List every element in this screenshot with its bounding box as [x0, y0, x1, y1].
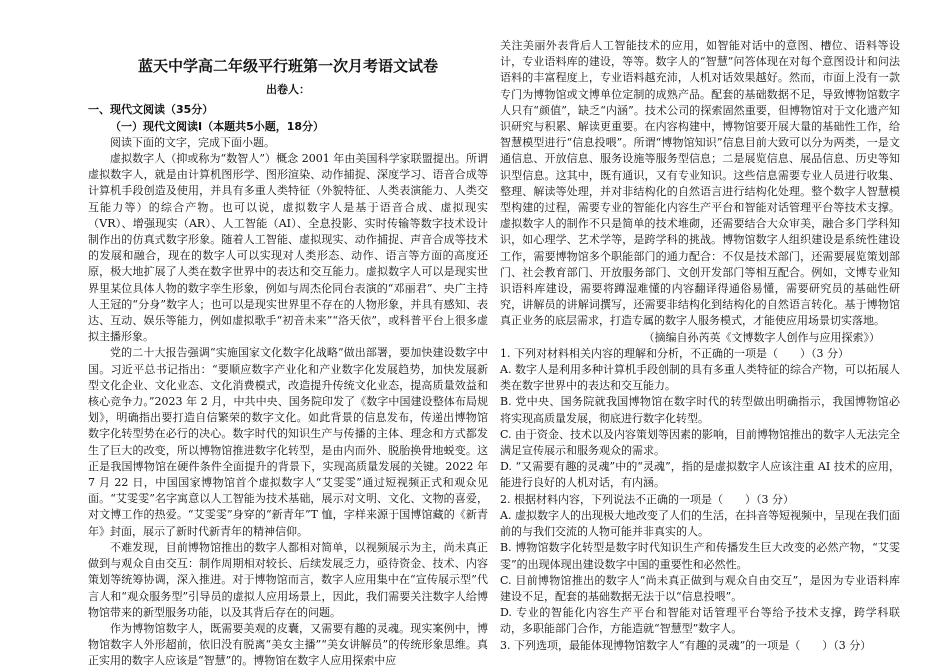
passage-paragraph: 党的二十大报告强调“实施国家文化数字化战略”做出部署，要加快建设数字中国。习近平总书记指出：“要顺应数字产业化和产业数字化发展趋势，加快发展新型文化企业、文化业态、文化消费模式，改造提升传统文化业态，提高质量效益和核心竞争力。”2023 年 2 月，中共中央、国务院印发了《数字中国建设整体布局规划》，明确指出要打造自信繁荣的数字文化。如此背景的信息发布，传递出博物馆数字化转型势在必行的决心。数字时代的知识生产与传播的主体、理念和方式都发生了巨大的改变，所以博物馆推进数字化转型，是由内而外、脱胎换骨地蜕变。这正是我国博物馆在硬件条件全面提升的背景下，实现高质量发展的关键。2022 年 7 月 22 日，中国国家博物馆首个虚拟数字人“艾雯雯”通过短视频正式和观众见面。“艾雯雯”名字寓意以人工智能为技术基础，展示对文明、文化、文物的喜爱，对文博工作的热爱。“艾雯雯”身穿的“新青年”T 恤，字样来源于国博馆藏的《新青年》封面，展示了新时代新青年的精神信仰。 [88, 346, 488, 538]
answer-option: D. “又需要有趣的灵魂”中的“灵魂”，指的是虚拟数字人应该注重 AI 技术的应用，能进行良好的人机对话，有内涵。 [500, 460, 900, 490]
answer-option: C. 由于资金、技术以及内容策划等因素的影响，目前博物馆推出的数字人无法完全满足宣传展示和服务观众的需求。 [500, 427, 901, 458]
section-heading: 一、现代文阅读（35分） [88, 103, 214, 117]
left-column [88, 58, 488, 670]
answer-option: B. 博物馆数字化转型是数字时代知识生产和传播发生巨大改变的必然产物，“艾雯雯”的出现体现出建设数字中国的重要性和必然性。 [500, 541, 900, 571]
passage-source: （摘编自孙芮英《文博数字人创作与应用探索》） [643, 330, 880, 344]
passage-continuation: 关注美丽外表背后人工智能技术的应用，如智能对话中的意图、槽位、语料等设计，专业语料库的建设，等等。数字人的“智慧”问答体现在对每个意图设计和问法语料的丰富程度上，专业语料越充沛，人机对话效果越好。然而，市面上没有一款专门为博物馆或文博单位定制的成熟产品。配套的基础数据不足，导致博物馆数字人只有“颜值”，缺乏“内涵”。技术公司的探索固然重要，但博物馆对于文化遗产知识研究与积累、解读更重要。在内容构建中，博物馆要开展大量的基础性工作，给智慧模型进行“信息投喂”。所谓“博物馆知识”信息目前大致可以分为两类，一是文通信息、开放信息、服务设施等服务型信息；二是展览信息、展品信息、历史等知识型信息。这其中，既有通识，又有专业知识。这些信息需要专业人员进行收集、整理、解读等处理，并对非结构化的自然语言进行结构化处理。整个数字人智慧模型构建的过程，需要专业的智能化内容生产平台和智能对话管理平台等技术支撑。虚拟数字人的制作不只是简单的技术堆砌，还需要结合大众审美，融合多门学科知识，如心理学、艺术学等，是跨学科的挑战。博物馆数字人组织建设是系统性建设工作，需要博物馆多个职能部门的通力配合：不仅是技术部门，还需要展览策划部门、社会教育部门、开放服务部门、文创开发部门等相互配合。例如，文博专业知识语料库建设，需要将蹲湿难懂的内容翻译得通俗易懂，需要研究员的基础性研究，讲解员的讲解词撰写，还需要非结构化到结构化的自然语言转化。基于博物馆真正业务的底层需求，打造专属的数字人服务模式，才能使应用场景切实落地。 [500, 39, 900, 328]
answer-option: B. 党中央、国务院就我国博物馆在数字时代的转型做出明确指示，我国博物馆必将实现高质量发展，彻底进行数字化转型。 [500, 395, 900, 425]
answer-option: D. 专业的智能化内容生产平台和智能对话管理平台等给予技术支撑，跨学科联动，多职能部门合作，方能造就“智慧型”数字人。 [500, 606, 900, 636]
answer-option: A. 数字人是利用多种计算机手段创制的具有多重人类特征的综合产物，可以拓展人类在数字世界中的表达和交互能力。 [500, 363, 900, 393]
answer-option: A. 虚拟数字人的出现极大地改变了人们的生活，在抖音等短视频中，呈现在我们面前的与我们交流的人物可能并非真实的人。 [500, 508, 900, 539]
question-stem: 2. 根据材料内容，下列说法不正确的一项是（ ）（3 分） [500, 492, 794, 506]
section-subheading: （一）现代文阅读Ⅰ（本题共5小题，18分） [110, 119, 325, 133]
passage-paragraph: 虚拟数字人（抑或称为“数智人”）概念 2001 年由美国科学家联盟提出。所谓虚拟数字人，就是由计算机图形学、图形渲染、动作捕捉、深度学习、语音合成等计算机手段创造及使用，并具有多重人类特征（外貌特征、人类表演能力、人类交互能力等）的综合产物。也可以说，虚拟数字人是基于语音合成、虚拟现实（VR）、增强现实（AR）、人工智能（AI）、全息投影、实时传输等数字技术设计制作出的仿真式数字形象。随着人工智能、虚拟现实、动作捕捉、声音合成等技术的发展和融合，现在的数字人可以实现对人类形态、动作、语言等方面的高度还原，极大地扩展了人类在数字世界中的表达和交互能力。虚拟数字人可以是现实世界里某位具体人物的数字孪生形象，例如与周杰伦同台表演的“邓丽君”、央广主持人王冠的“分身”数字人；也可以是现实世界里不存在的人物形象，并具有感知、表达、互动、娱乐等能力，例如虚拟歌手“初音未来”“洛天依”，或科普平台上很多虚拟主播形象。 [88, 152, 488, 344]
exam-title: 蓝天中学高二年级平行班第一次月考语文试卷 [137, 57, 438, 75]
passage-paragraph: 作为博物馆数字人，既需要美观的皮囊，又需要有趣的灵魂。现实案例中，博物馆数字人外形超前，依旧没有脱离“美女主播”“美女讲解员”的传统形象思维。真正实用的数字人应该是“智慧”的。博物馆在数字人应用探索中应 [88, 621, 488, 668]
question-stem: 3. 下列选项，最能体现博物馆数字人“有趣的灵魂”的一项是（ ）（3 分） [500, 638, 872, 652]
question-stem: 1. 下列对材料相关内容的理解和分析，不正确的一项是（ ）（3 分） [500, 346, 849, 360]
reading-instruction: 阅读下面的文字，完成下面小题。 [110, 135, 275, 149]
exam-author: 出卷人： [266, 83, 310, 97]
passage-paragraph: 不难发现，目前博物馆推出的数字人都相对简单，以视频展示为主，尚未真正做到与观众自由交互：制作周期相对较长、后续发展乏力，亟待资金、技术、内容策划等统筹协调，深入推进。对于博物馆而言，数字人应用集中在“宣传展示型”代言人和“观众服务型”引导员的虚拟人应用场景上，因此，我们需要关注数字人给博物馆带来的新型服务功能，以及其背后存在的问题。 [88, 540, 488, 619]
answer-option: C. 目前博物馆推出的数字人“尚未真正做到与观众自由交互”，是因为专业语料库建设不足，配套的基础数据无法于以“信息投喂”。 [500, 573, 900, 603]
right-column [500, 38, 900, 654]
